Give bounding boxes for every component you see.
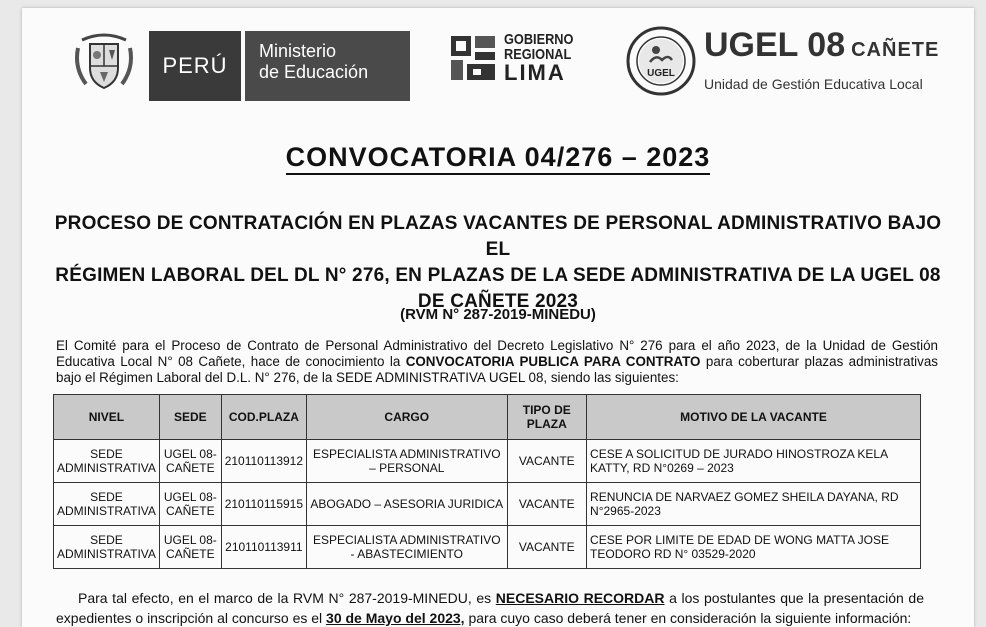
cell-cargo: ESPECIALISTA ADMINISTRATIVO – PERSONAL (307, 440, 508, 483)
ugel-subtitle: Unidad de Gestión Educativa Local (704, 76, 923, 92)
peru-coat-of-arms-icon (72, 28, 136, 96)
footer-paragraph (56, 588, 924, 627)
ministerio-line1: Ministerio (259, 41, 337, 61)
rvm-reference: (RVM N° 287-2019-MINEDU) (400, 306, 596, 323)
proceso-line2: RÉGIMEN LABORAL DEL DL N° 276, EN PLAZAS DE LA SEDE ADMINISTRATIVA DE LA UGEL 08 (55, 265, 941, 286)
gobierno-regional-wordmark (504, 32, 586, 84)
cell-sede: UGEL 08-CAÑETE (159, 483, 221, 526)
intro-text-2: para coberturar plazas administrativas bajo el Régimen Laboral del D.L. N° 276, de la SEDE ADMINISTRATIVA UGEL 08, siendo las siguientes: (56, 354, 938, 385)
footer-bold-1: NECESARIO RECORDAR (495, 590, 665, 606)
footer-text-1: Para tal efecto, en el marco de la RVM N° 287-2019-MINEDU, es (78, 590, 496, 606)
intro-text-1: El Comité para el Proceso de Contrato de Personal Administrativo del Decreto Legislativo N° 276 para el año 2023, de la Unidad de Gestión Educativa Local N° 08 Cañete, hace de conocimiento la (56, 338, 938, 369)
cell-nivel: SEDE ADMINISTRATIVA (54, 440, 160, 483)
cell-sede: UGEL 08-CAÑETE (159, 440, 221, 483)
gobierno-regional-logo-icon (449, 34, 497, 82)
footer-bold-2: 30 de Mayo del 2023, (326, 610, 465, 626)
cell-motivo: RENUNCIA DE NARVAEZ GOMEZ SHEILA DAYANA, RD N°2965-2023 (587, 483, 921, 526)
ugel-canete: CAÑETE (851, 39, 940, 61)
ministerio-line2: de Educación (259, 62, 369, 82)
ugel-seal-icon (626, 26, 696, 96)
proceso-line1: PROCESO DE CONTRATACIÓN EN PLAZAS VACANTES DE PERSONAL ADMINISTRATIVO BAJO EL (54, 213, 942, 260)
table-row (54, 483, 921, 526)
vacancies-table (53, 394, 921, 569)
header-tipo-plaza: TIPO DE PLAZA (507, 395, 587, 440)
intro-paragraph (56, 338, 938, 386)
ugel-title (704, 27, 939, 68)
ministerio-logo-box (245, 31, 410, 101)
proceso-heading (42, 211, 954, 315)
cell-tipo-plaza: VACANTE (507, 526, 587, 569)
table-header-row (54, 395, 921, 440)
header-nivel: NIVEL (54, 395, 160, 440)
cell-cargo: ABOGADO – ASESORIA JURIDICA (307, 483, 508, 526)
gobierno-line1: GOBIERNO (504, 31, 574, 48)
cell-motivo: CESE A SOLICITUD DE JURADO HINOSTROZA KELA KATTY, RD N°0269 – 2023 (587, 440, 921, 483)
cell-cod-plaza: 210110113912 (221, 440, 306, 483)
gobierno-line3: LIMA (504, 60, 566, 85)
ugel-seal-text: UGEL (647, 68, 675, 79)
proceso-line3: DE CAÑETE 2023 (417, 291, 579, 312)
cell-sede: UGEL 08-CAÑETE (159, 526, 221, 569)
convocatoria-title-text: CONVOCATORIA 04/276 – 2023 (286, 142, 711, 175)
peru-logo-box (149, 31, 241, 101)
intro-bold: CONVOCATORIA PUBLICA PARA CONTRATO (405, 354, 701, 369)
letterhead (22, 8, 974, 108)
cell-nivel: SEDE ADMINISTRATIVA (54, 483, 160, 526)
cell-tipo-plaza: VACANTE (507, 483, 587, 526)
table-row (54, 440, 921, 483)
convocatoria-title (22, 142, 974, 173)
header-cod-plaza: COD.PLAZA (221, 395, 306, 440)
gobierno-line2: REGIONAL (504, 46, 572, 63)
peru-label: PERÚ (162, 53, 228, 78)
ugel-name: UGEL 08 (704, 26, 846, 64)
cell-tipo-plaza: VACANTE (507, 440, 587, 483)
table-row (54, 526, 921, 569)
cell-motivo: CESE POR LIMITE DE EDAD DE WONG MATTA JOSE TEODORO RD N° 03529-2020 (587, 526, 921, 569)
cell-nivel: SEDE ADMINISTRATIVA (54, 526, 160, 569)
header-cargo: CARGO (307, 395, 508, 440)
footer-text-2: a los postulantes que la presentación de expedientes o inscripción al concurso es el (56, 590, 925, 626)
cell-cod-plaza: 210110113911 (221, 526, 306, 569)
footer-text-3: para cuyo caso deberá tener en consideración la siguiente información: (464, 610, 912, 626)
cell-cargo: ESPECIALISTA ADMINISTRATIVO - ABASTECIMIENTO (307, 526, 508, 569)
header-sede: SEDE (159, 395, 221, 440)
cell-cod-plaza: 210110115915 (221, 483, 306, 526)
document-page (22, 8, 974, 627)
header-motivo: MOTIVO DE LA VACANTE (587, 395, 921, 440)
